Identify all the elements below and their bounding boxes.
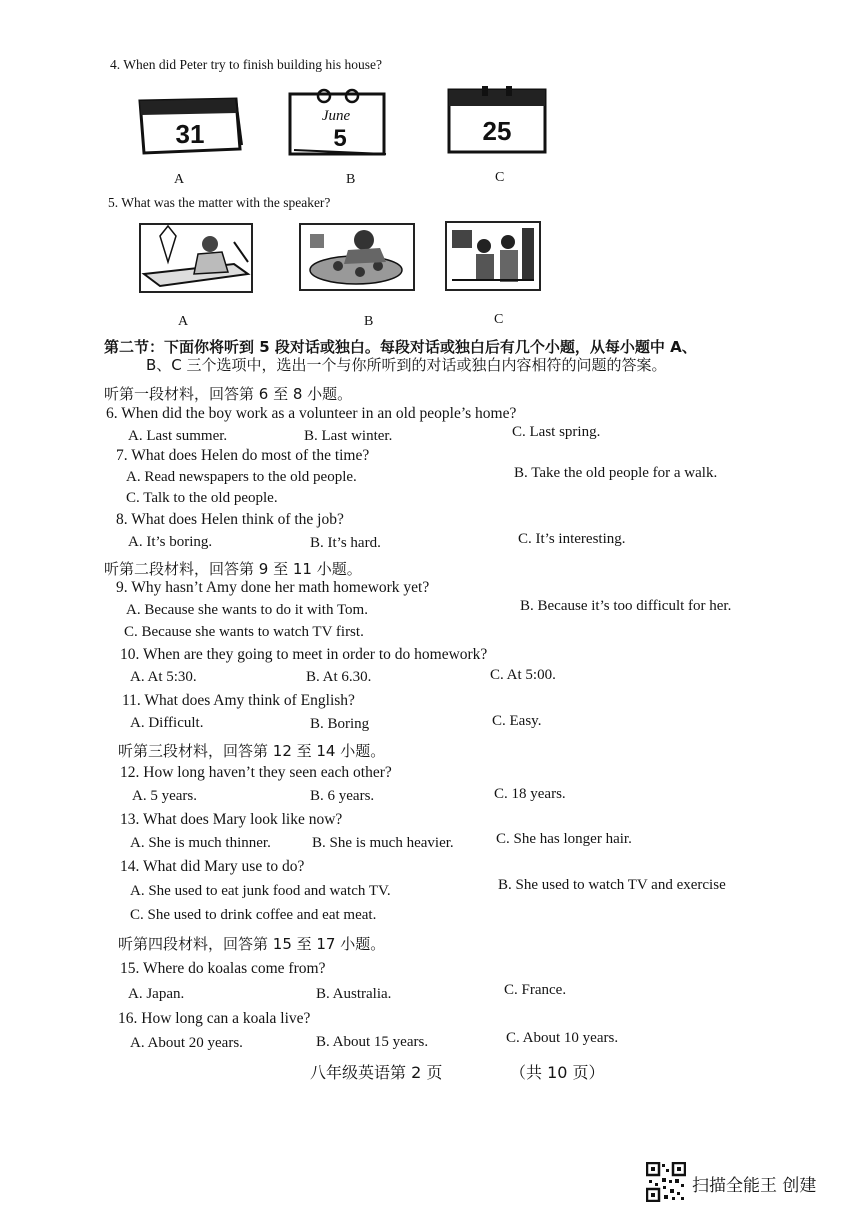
question-4: 4. When did Peter try to finish building his house?: [110, 57, 382, 72]
option-a: A. At 5:30.: [130, 669, 197, 685]
option-b: B. Because it’s too difficult for her.: [520, 598, 732, 614]
calendar-b-day: 5: [333, 125, 347, 152]
option-label-a: A: [178, 314, 189, 329]
calendar-icon: [136, 95, 244, 157]
option-a: A. Last summer.: [128, 428, 228, 444]
option-c: C. France.: [504, 982, 567, 998]
option-b: B. 6 years.: [310, 788, 375, 804]
option-a: A. About 20 years.: [130, 1035, 243, 1051]
option-a: A. Difficult.: [130, 715, 204, 731]
option-label-c: C: [494, 312, 504, 327]
option-c: C. Talk to the old people.: [126, 490, 278, 506]
option-a: A. It’s boring.: [128, 534, 213, 550]
option-c: C. It’s interesting.: [518, 531, 626, 547]
option-c: C. She used to drink coffee and eat meat.: [130, 907, 377, 923]
option-b: B. At 6.30.: [306, 669, 372, 685]
page-total: （共 10 页）: [510, 1063, 605, 1082]
option-c: C. About 10 years.: [506, 1030, 619, 1046]
calendar-b-month: June: [321, 108, 351, 124]
option-a: A. She is much thinner.: [130, 835, 271, 851]
option-b: B. Take the old people for a walk.: [514, 465, 718, 481]
question-12: 12. How long haven’t they seen each other?: [120, 764, 392, 781]
option-a: A. Read newspapers to the old people.: [126, 469, 357, 485]
option-label-c: C: [495, 170, 505, 185]
option-a: A. Japan.: [128, 986, 185, 1002]
option-a: A. She used to eat junk food and watch TV.: [130, 883, 391, 899]
option-b: B. Boring: [310, 716, 370, 732]
section-2-instructions-cont: B、C 三个选项中，选出一个与你所听到的对话或独白内容相符的问题的答案。: [146, 356, 667, 374]
option-a: A. 5 years.: [132, 788, 197, 804]
material-heading: 听第一段材料，回答第 6 至 8 小题。: [104, 385, 353, 403]
option-label-a: A: [174, 172, 185, 187]
option-b: B. She used to watch TV and exercise: [498, 877, 726, 893]
question-5: 5. What was the matter with the speaker?: [108, 195, 331, 210]
option-label-b: B: [364, 314, 374, 329]
calendar-icon: [286, 88, 390, 158]
calendar-c-day: 25: [482, 116, 512, 146]
calendar-icon: [446, 86, 550, 156]
calendar-a-day: 31: [175, 119, 205, 149]
question-15: 15. Where do koalas come from?: [120, 960, 326, 977]
material-heading: 听第三段材料，回答第 12 至 14 小题。: [118, 742, 386, 760]
page-number: 八年级英语第 2 页: [310, 1063, 443, 1082]
qr-code-icon: [646, 1162, 686, 1202]
option-c: C. 18 years.: [494, 786, 566, 802]
option-c: C. At 5:00.: [490, 667, 556, 683]
question-11: 11. What does Amy think of English?: [122, 692, 355, 709]
option-c: C. Because she wants to watch TV first.: [124, 624, 364, 640]
question-16: 16. How long can a koala live?: [118, 1010, 311, 1027]
option-c: C. Easy.: [492, 713, 542, 729]
material-heading: 听第二段材料，回答第 9 至 11 小题。: [104, 560, 362, 578]
option-a: A. Because she wants to do it with Tom.: [126, 602, 368, 618]
option-c: C. She has longer hair.: [496, 831, 632, 847]
question-6: 6. When did the boy work as a volunteer in an old people’s home?: [106, 405, 517, 422]
question-13: 13. What does Mary look like now?: [120, 811, 343, 828]
option-b: B. It’s hard.: [310, 535, 381, 551]
option-b: B. She is much heavier.: [312, 835, 454, 851]
material-heading: 听第四段材料，回答第 15 至 17 小题。: [118, 935, 386, 953]
option-b: B. Last winter.: [304, 428, 393, 444]
option-b: B. Australia.: [316, 986, 392, 1002]
question-7: 7. What does Helen do most of the time?: [116, 447, 370, 464]
option-label-b: B: [346, 172, 356, 187]
question-8: 8. What does Helen think of the job?: [116, 511, 344, 528]
eating-food-icon: [298, 222, 416, 292]
question-14: 14. What did Mary use to do?: [120, 858, 305, 875]
option-c: C. Last spring.: [512, 424, 601, 440]
people-scene-icon: [444, 220, 542, 292]
question-10: 10. When are they going to meet in order to do homework?: [120, 646, 488, 663]
bed-sick-icon: [138, 222, 254, 294]
option-b: B. About 15 years.: [316, 1034, 429, 1050]
question-9: 9. Why hasn’t Amy done her math homework yet?: [116, 579, 430, 596]
scanner-brand-text: 扫描全能王 创建: [692, 1176, 817, 1196]
section-2-instructions: 第二节：下面你将听到 5 段对话或独白。每段对话或独白后有几个小题，从每小题中 A、: [104, 338, 697, 356]
